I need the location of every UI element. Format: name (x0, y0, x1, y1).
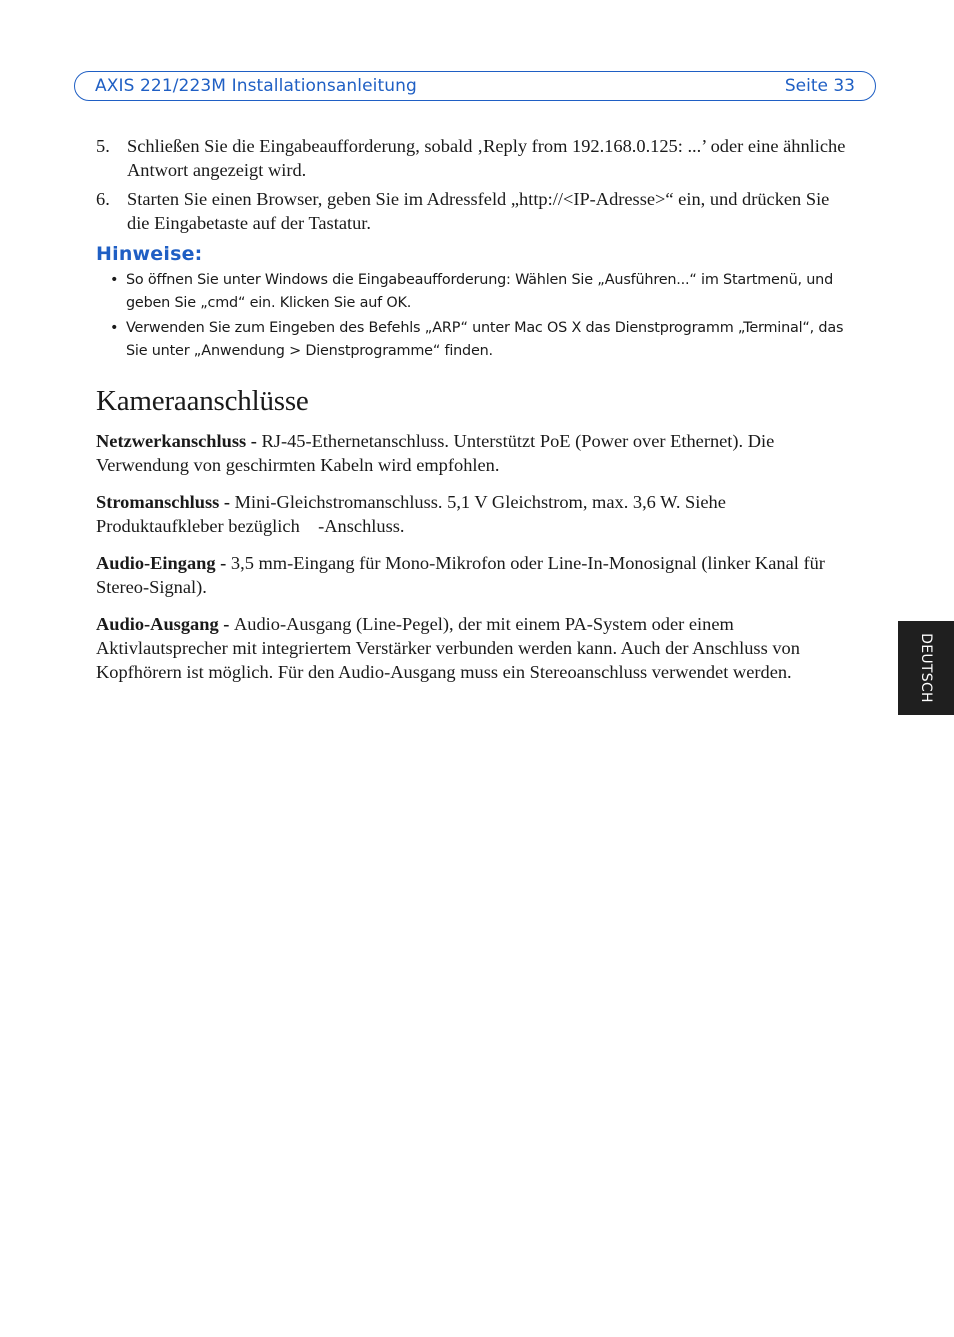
step-number: 6. (96, 189, 110, 209)
connector-term: Netzwerkanschluss - (96, 431, 262, 451)
bullet-icon: • (110, 272, 119, 288)
section-title: Kameraanschlüsse (96, 385, 309, 417)
bullet-icon: • (110, 320, 119, 336)
step-text: Schließen Sie die Eingabeaufforderung, sobald ‚Reply from 192.168.0.125: ...’ oder eine ähnliche Antwort angezeigt wird. (127, 136, 846, 180)
connector-term: Audio-Ausgang - (96, 614, 234, 634)
connector-description (96, 612, 856, 684)
note-item (96, 269, 856, 315)
step-list (96, 134, 856, 235)
language-tab (898, 621, 954, 715)
step-text: Starten Sie einen Browser, geben Sie im Adressfeld „http://<IP-Adresse>“ ein, und drücken Sie die Eingabetaste auf der Tastatur. (127, 189, 830, 233)
document-title: AXIS 221/223M Installationsanleitung (95, 76, 417, 96)
connector-term: Stromanschluss - (96, 492, 235, 512)
connector-term: Audio-Eingang - (96, 553, 231, 573)
connector-text: Audio-Ausgang (Line-Pegel), der mit einem PA-System oder einem Aktivlautsprecher mit integriertem Verstärker verbunden werden kann. Auch der Anschluss von Kopfhörern ist möglich. Für den Audio-Ausgang muss ein Stereoanschluss verwendet werden. (96, 614, 800, 682)
page-number: Seite 33 (784, 76, 855, 96)
step-number: 5. (96, 136, 110, 156)
connector-description (96, 551, 856, 599)
step-item (96, 134, 856, 182)
note-item (96, 317, 856, 363)
note-text: So öffnen Sie unter Windows die Eingabeaufforderung: Wählen Sie „Ausführen...“ im Startmenü, und geben Sie „cmd“ ein. Klicken Sie auf OK. (126, 272, 834, 311)
connector-description (96, 429, 856, 477)
connector-text: Mini-Gleichstromanschluss. 5,1 V Gleichstrom, max. 3,6 W. Siehe Produktaufkleber bezüglich -Anschluss. (96, 492, 731, 536)
page-header (74, 71, 876, 101)
connector-text: RJ-45-Ethernetanschluss. Unterstützt PoE (Power over Ethernet). Die Verwendung von geschirmten Kabeln wird empfohlen. (96, 431, 775, 475)
connector-text: 3,5 mm-Eingang für Mono-Mikrofon oder Line-In-Monosignal (linker Kanal für Stereo-Signal). (96, 553, 825, 597)
notes-list (96, 269, 856, 363)
connector-description (96, 490, 856, 538)
page-content (96, 134, 856, 697)
language-tab-label: DEUTSCH (918, 633, 934, 703)
note-text: Verwenden Sie zum Eingeben des Befehls „ARP“ unter Mac OS X das Dienstprogramm „Terminal“, das Sie unter „Anwendung > Dienstprogramme“ finden. (126, 320, 844, 359)
notes-heading: Hinweise: (96, 243, 203, 265)
step-item (96, 187, 856, 235)
